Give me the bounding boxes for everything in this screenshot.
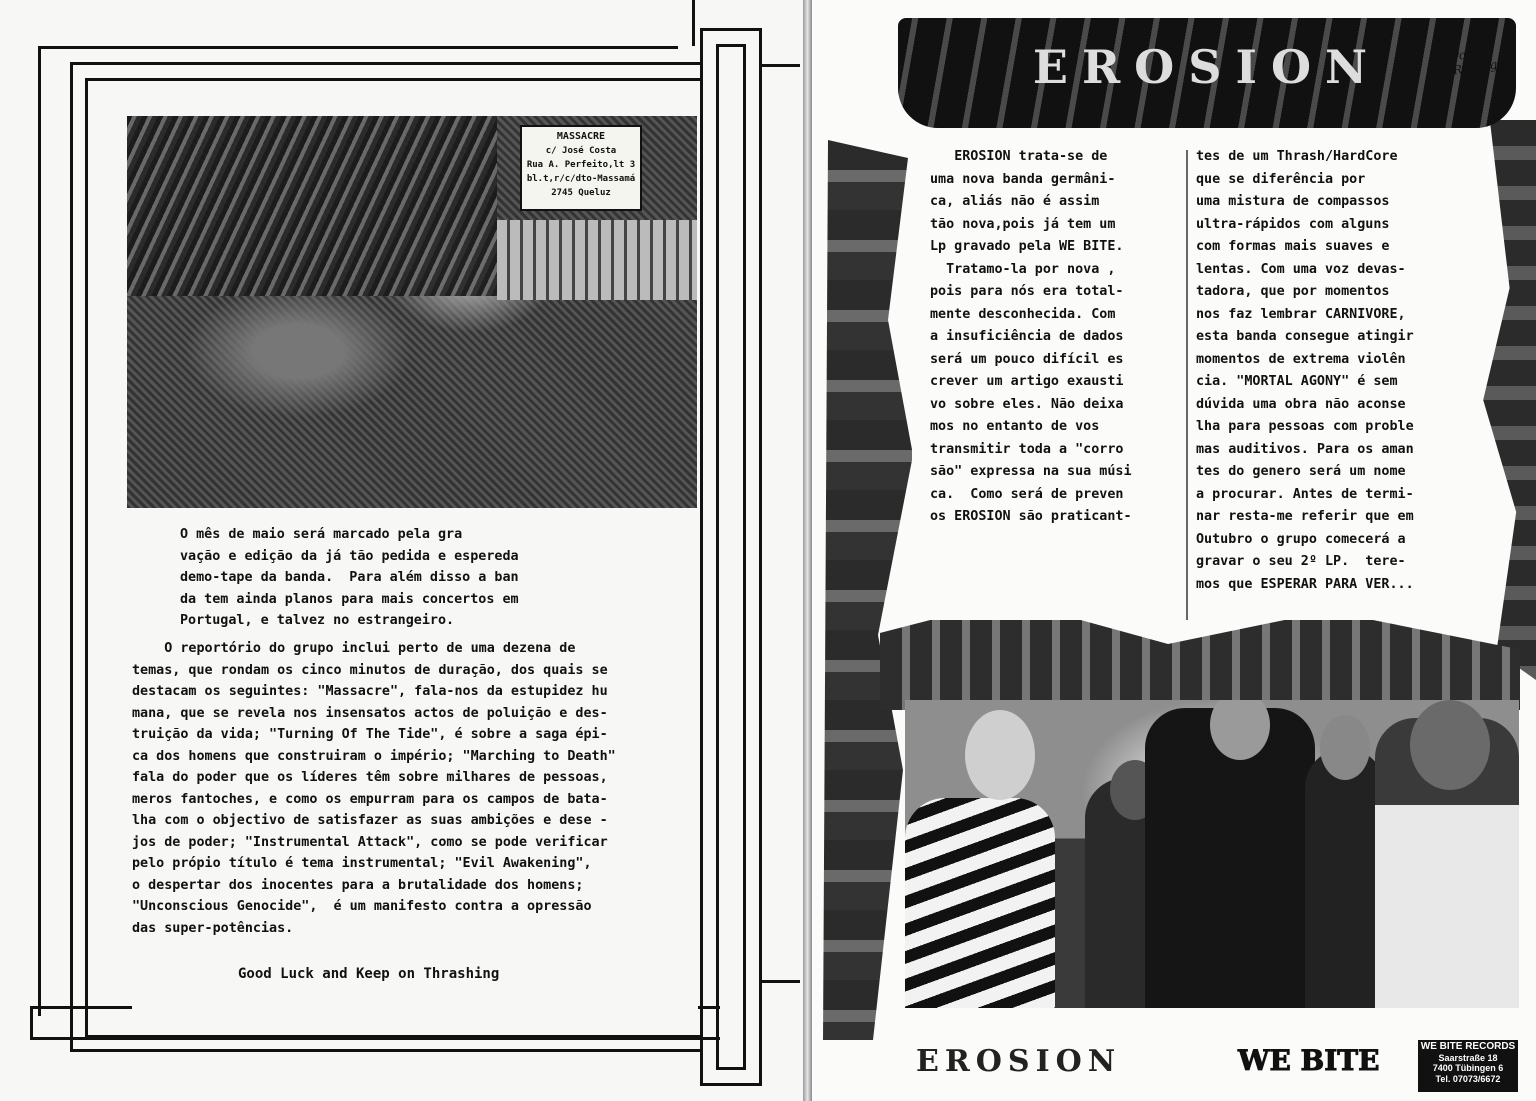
label-line: Saarstraße 18 bbox=[1438, 1052, 1498, 1063]
erosion-logo-text: EROSION bbox=[1032, 40, 1382, 94]
contact-address-box bbox=[520, 125, 642, 211]
address-line: MASSACRE bbox=[556, 131, 606, 142]
signoff-text: Good Luck and Keep on Thrashing bbox=[238, 966, 500, 982]
band-member bbox=[905, 798, 1055, 1008]
author-byline: Por: Rui Vigo bbox=[1450, 46, 1506, 78]
address-line: Rua A. Perfeito,lt 3 bbox=[526, 160, 636, 170]
article-paragraph-2: O reportório do grupo inclui perto de uma dezena de temas, que rondam os cinco minutos de duração, dos quais se destacam os seguintes: "Massacre", fala-nos da estupidez hu mana, que se revela nos insensatos actos de poluição e des- truição da vida; "Turning Of The Tide", é sobre a saga épi- ca dos homens que construiram o império; "Marching to Death" fala do poder que os líderes têm sobre milhares de pessoas, meros fantoches, e como os empurram para os campos de bata- lha com o objectivo de satisfazer as suas ambições e dese - jos de poder; "Instrumental Attack", como se pode verificar pelo própio título é tema instrumental; "Evil Awakening", o despertar dos inocentes para a brutalidade dos homens; "Unconscious Genocide", é um manifesto contra a opressão das super-potências. bbox=[132, 641, 616, 936]
frame-pillar-inner bbox=[716, 44, 746, 1070]
address-line: c/ José Costa bbox=[545, 146, 617, 156]
address-line: 2745 Queluz bbox=[551, 188, 611, 198]
buildings-photo bbox=[497, 220, 697, 300]
erosion-small-logo: EROSION bbox=[916, 1044, 1122, 1079]
article-column-2: tes de um Thrash/HardCore que se diferência por uma mistura de compassos ultra-rápidos com alguns com formas mais suaves e lentas. Com uma voz devas- tadora, que por momentos nos faz lembrar CARNIVORE, esta banda consegue atingir momentos de extrema violên cia. "MORTAL AGONY" é sem dúvida uma obra não aconse lha para pessoas com proble mas auditivos. Para os aman tes do genero será um nome a procurar. Antes de termi- nar resta-me referir que em Outubro o grupo comecerá a gravar o seu 2º LP. tere- mos que ESPERAR PARA VER... bbox=[1196, 149, 1414, 592]
column-divider bbox=[1186, 150, 1188, 620]
label-line: 7400 Tübingen 6 bbox=[1432, 1063, 1504, 1073]
label-line: WE BITE RECORDS bbox=[1420, 1041, 1516, 1052]
band-member-head bbox=[1320, 715, 1370, 780]
we-bite-logo: WE BITE bbox=[1238, 1044, 1380, 1077]
article-paragraph-1: O mês de maio será marcado pela gra vação e edição da já tão pedida e espereda demo-tape da banda. Para além disso a ban da tem ainda planos para mais concertos em Portugal, e talvez no estrangeiro. bbox=[180, 527, 519, 628]
crowd-photo bbox=[127, 116, 497, 296]
frame-line bbox=[38, 46, 678, 49]
frame-line bbox=[762, 64, 800, 67]
label-line: Tel. 07073/6672 bbox=[1435, 1073, 1501, 1084]
band-photo bbox=[905, 700, 1519, 1008]
band-member-head bbox=[1410, 700, 1490, 790]
band-member bbox=[1305, 748, 1385, 1008]
band-member-head bbox=[965, 710, 1035, 800]
frame-line bbox=[692, 0, 695, 46]
article-column-1: EROSION trata-se de uma nova banda germâni- ca, aliás não é assim tão nova,pois já tem um Lp gravado pela WE BITE. Tratamo-la por nova , pois para nós era total- mente desconhecida. Com a insuficiência de dados será um pouco difícil es crever um artigo exausti vo sobre eles. Não deixa mos no entanto de vos transmitir toda a "corro são" expressa na sua músi ca. Como será de preven os EROSION são praticant- bbox=[930, 149, 1132, 524]
frame-line bbox=[38, 46, 41, 1016]
frame-line bbox=[762, 980, 800, 983]
address-line: bl.t,r/c/dto-Massamá bbox=[526, 174, 636, 184]
page-spine bbox=[803, 0, 812, 1101]
record-label-box bbox=[1418, 1040, 1518, 1092]
